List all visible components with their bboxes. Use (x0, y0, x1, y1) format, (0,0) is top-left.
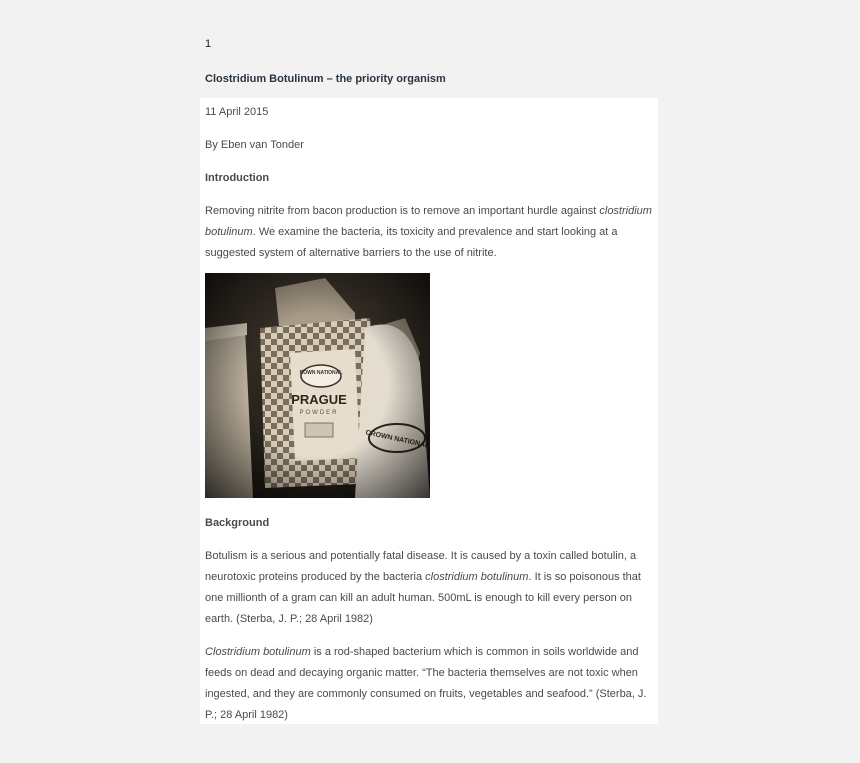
bg1-text-2: . It is so poisonous that one millionth of a gram can kill an adult human. 500mL is enough to kill every person on earth. (Sterba, J. P.; 28 April 1982) (205, 571, 641, 625)
background-heading: Background (205, 517, 270, 529)
bg1-text-1: Botulism is a serious and potentially fatal disease. It is caused by a toxin called botulin, a neurotoxic proteins produced by the bacteria (205, 550, 637, 583)
background-paragraph-1 (205, 546, 657, 630)
intro-italic-1: clostridium botulinum (205, 205, 652, 238)
introduction-paragraph (205, 201, 657, 264)
document-byline: By Eben van Tonder (205, 139, 304, 151)
document-date: 11 April 2015 (205, 106, 269, 118)
bg2-italic-1: Clostridium botulinum (205, 646, 311, 658)
intro-text-2: . We examine the bacteria, its toxicity and prevalence and start looking at a suggested system of alternative barriers to the use of nitrite. (205, 226, 618, 259)
page-number: 1 (205, 38, 212, 50)
background-paragraph-2 (205, 642, 657, 724)
bg2-text-1: is a rod-shaped bacterium which is common in soils worldwide and feeds on dead and decaying organic matter. “The bacteria themselves are not toxic when ingested, and they are commonly consumed on fruits, vegetables and seafood.” (Sterba, J. P.; 28 April 1982) (205, 646, 647, 721)
bg1-italic-1: clostridium botulinum (425, 571, 529, 583)
intro-text-1: Removing nitrite from bacon production is to remove an important hurdle against (205, 205, 600, 217)
prague-powder-photo (205, 273, 430, 498)
document-title: Clostridium Botulinum – the priority organism (205, 73, 446, 85)
document-body (200, 98, 658, 724)
photo-illustration (205, 273, 430, 498)
introduction-heading: Introduction (205, 172, 270, 184)
